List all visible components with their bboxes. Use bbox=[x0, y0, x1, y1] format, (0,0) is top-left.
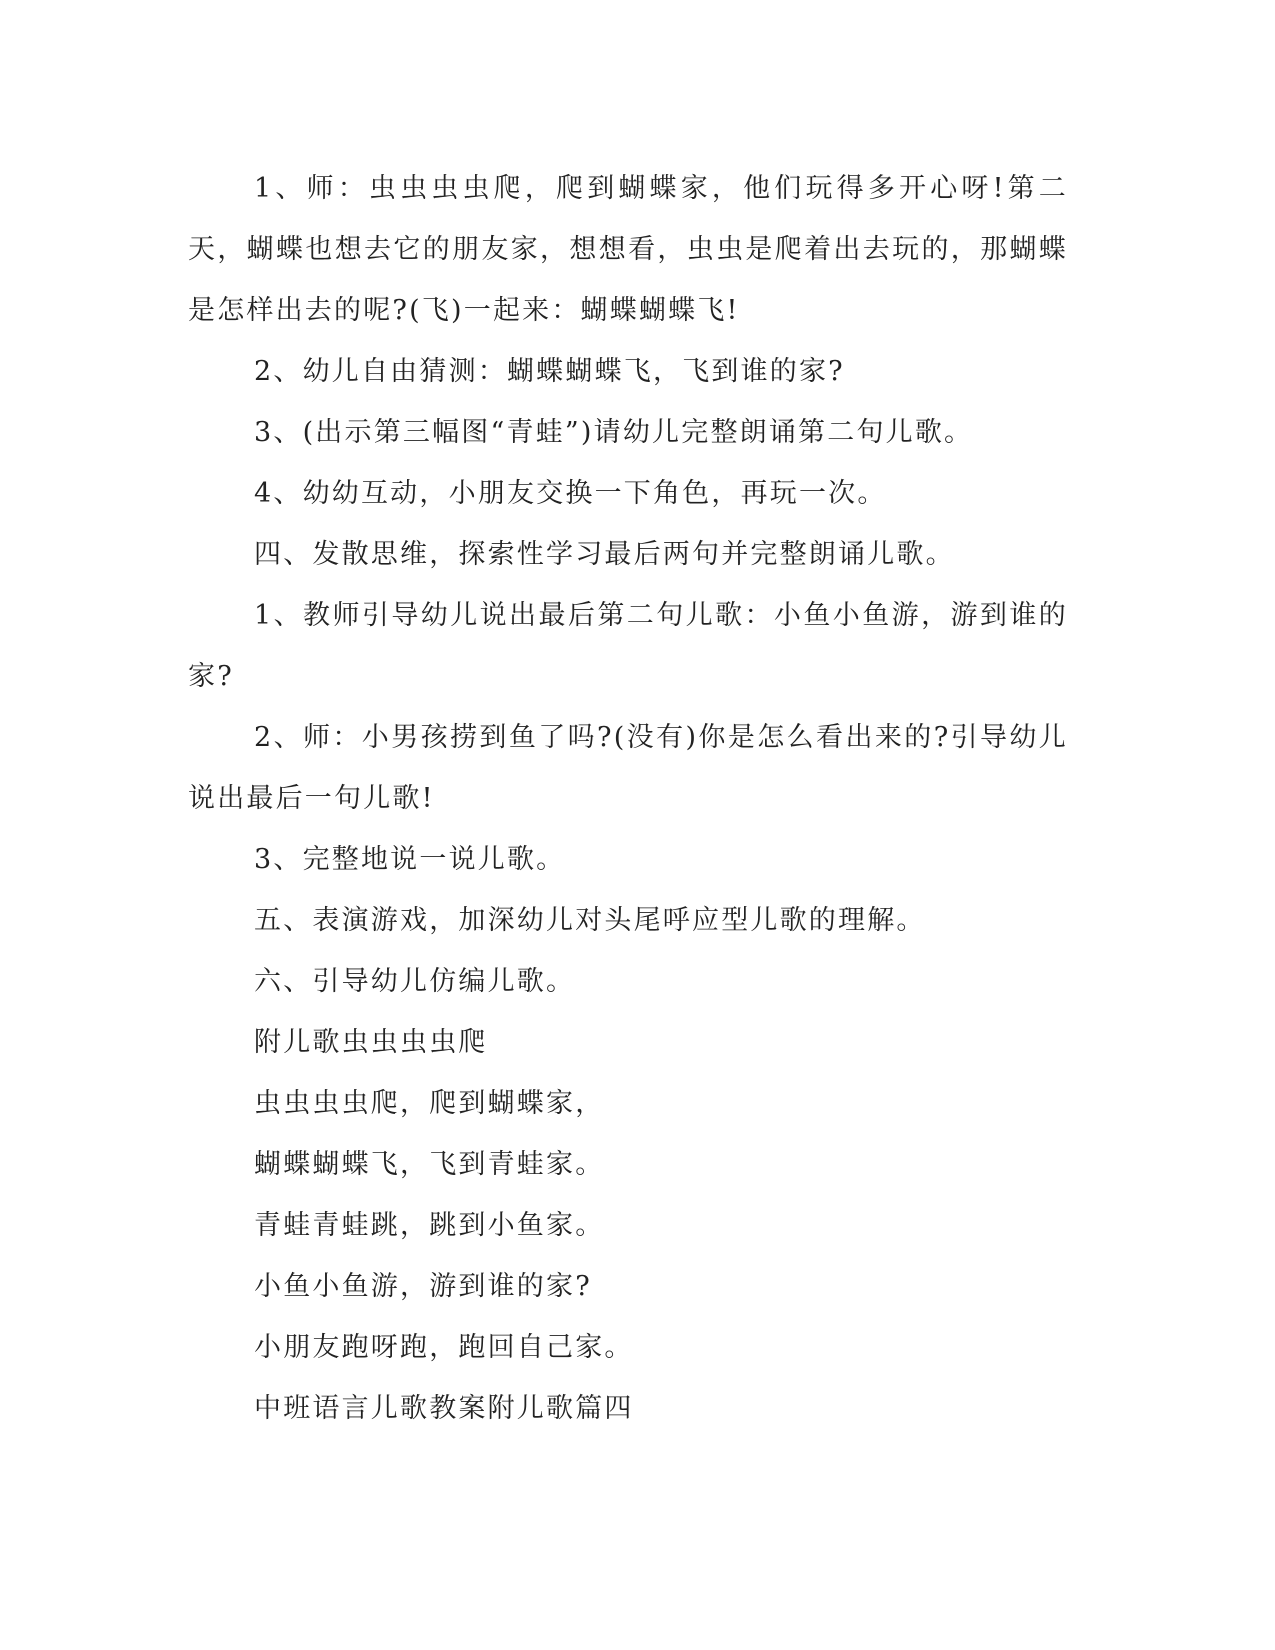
section-heading-5: 五、表演游戏，加深幼儿对头尾呼应型儿歌的理解。 bbox=[254, 905, 926, 936]
song-line-1: 虫虫虫虫爬，爬到蝴蝶家， bbox=[254, 1088, 605, 1119]
paragraph-7: 3、完整地说一说儿歌。 bbox=[254, 844, 566, 875]
paragraph-1: 1、师：虫虫虫虫爬，爬到蝴蝶家，他们玩得多开心呀!第二天，蝴蝶也想去它的朋友家，想想看，虫虫是爬着出去玩的，那蝴蝶是怎样出去的呢?(飞)一起来：蝴蝶蝴蝶飞! bbox=[188, 173, 1068, 326]
song-line-5: 小朋友跑呀跑，跑回自己家。 bbox=[254, 1332, 634, 1363]
section-heading-6: 六、引导幼儿仿编儿歌。 bbox=[254, 966, 576, 997]
song-line-4: 小鱼小鱼游，游到谁的家? bbox=[254, 1271, 592, 1302]
next-section-title: 中班语言儿歌教案附儿歌篇四 bbox=[254, 1393, 634, 1424]
paragraph-5: 1、教师引导幼儿说出最后第二句儿歌：小鱼小鱼游，游到谁的家? bbox=[188, 600, 1068, 692]
song-line-3: 青蛙青蛙跳，跳到小鱼家。 bbox=[254, 1210, 605, 1241]
paragraph-4: 4、幼幼互动，小朋友交换一下角色，再玩一次。 bbox=[254, 478, 887, 509]
song-title: 附儿歌虫虫虫虫爬 bbox=[254, 1027, 488, 1058]
section-heading-4: 四、发散思维，探索性学习最后两句并完整朗诵儿歌。 bbox=[254, 539, 955, 570]
paragraph-2: 2、幼儿自由猜测：蝴蝶蝴蝶飞，飞到谁的家? bbox=[254, 356, 845, 387]
paragraph-3: 3、(出示第三幅图“青蛙”)请幼儿完整朗诵第二句儿歌。 bbox=[254, 417, 974, 448]
song-line-2: 蝴蝶蝴蝶飞，飞到青蛙家。 bbox=[254, 1149, 605, 1180]
paragraph-6: 2、师：小男孩捞到鱼了吗?(没有)你是怎么看出来的?引导幼儿说出最后一句儿歌! bbox=[188, 722, 1068, 814]
document-body bbox=[188, 158, 1068, 1439]
